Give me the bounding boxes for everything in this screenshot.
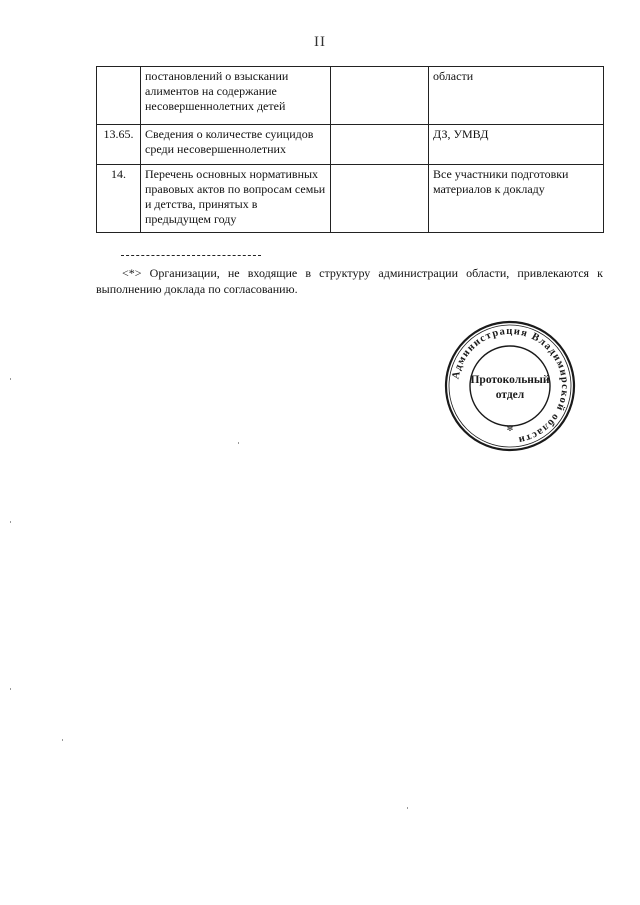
row-name: Перечень основных нормативных правовых актов по вопросам семьи и детства, принятых в предыдущем году	[141, 165, 331, 233]
row-name: постановлений о взыскании алиментов на содержание несовершеннолетних детей	[141, 67, 331, 125]
table-row	[97, 125, 604, 165]
row-term	[331, 67, 429, 125]
document-table	[96, 66, 604, 233]
footnote-text: <*> Организации, не входящие в структуру администрации области, привлекаются к выполнению доклада по согласованию.	[96, 266, 603, 296]
official-stamp	[442, 318, 578, 454]
scan-speck	[62, 739, 63, 741]
row-name: Сведения о количестве суицидов среди несовершеннолетних	[141, 125, 331, 165]
table-row	[97, 67, 604, 125]
row-term	[331, 165, 429, 233]
row-term	[331, 125, 429, 165]
scan-speck	[407, 807, 408, 809]
row-number	[97, 67, 141, 125]
scan-speck	[10, 688, 11, 690]
row-responsible: области	[429, 67, 604, 125]
scan-speck	[238, 442, 239, 444]
row-responsible: ДЗ, УМВД	[429, 125, 604, 165]
row-number: 13.65.	[97, 125, 141, 165]
scan-speck	[10, 378, 11, 380]
row-number: 14.	[97, 165, 141, 233]
scan-speck	[10, 521, 11, 523]
row-responsible: Все участники подготовки материалов к докладу	[429, 165, 604, 233]
stamp-center-line1: Протокольный	[470, 374, 550, 386]
stamp-outer-text: Администрация Владимирской области	[450, 325, 571, 446]
table-row	[97, 165, 604, 233]
footnote-divider	[121, 255, 261, 256]
stamp-seal	[442, 318, 578, 454]
stamp-center-line2: отдел	[495, 389, 525, 401]
stamp-emblem-icon: ✻	[506, 424, 514, 433]
page-number: II	[314, 34, 326, 50]
